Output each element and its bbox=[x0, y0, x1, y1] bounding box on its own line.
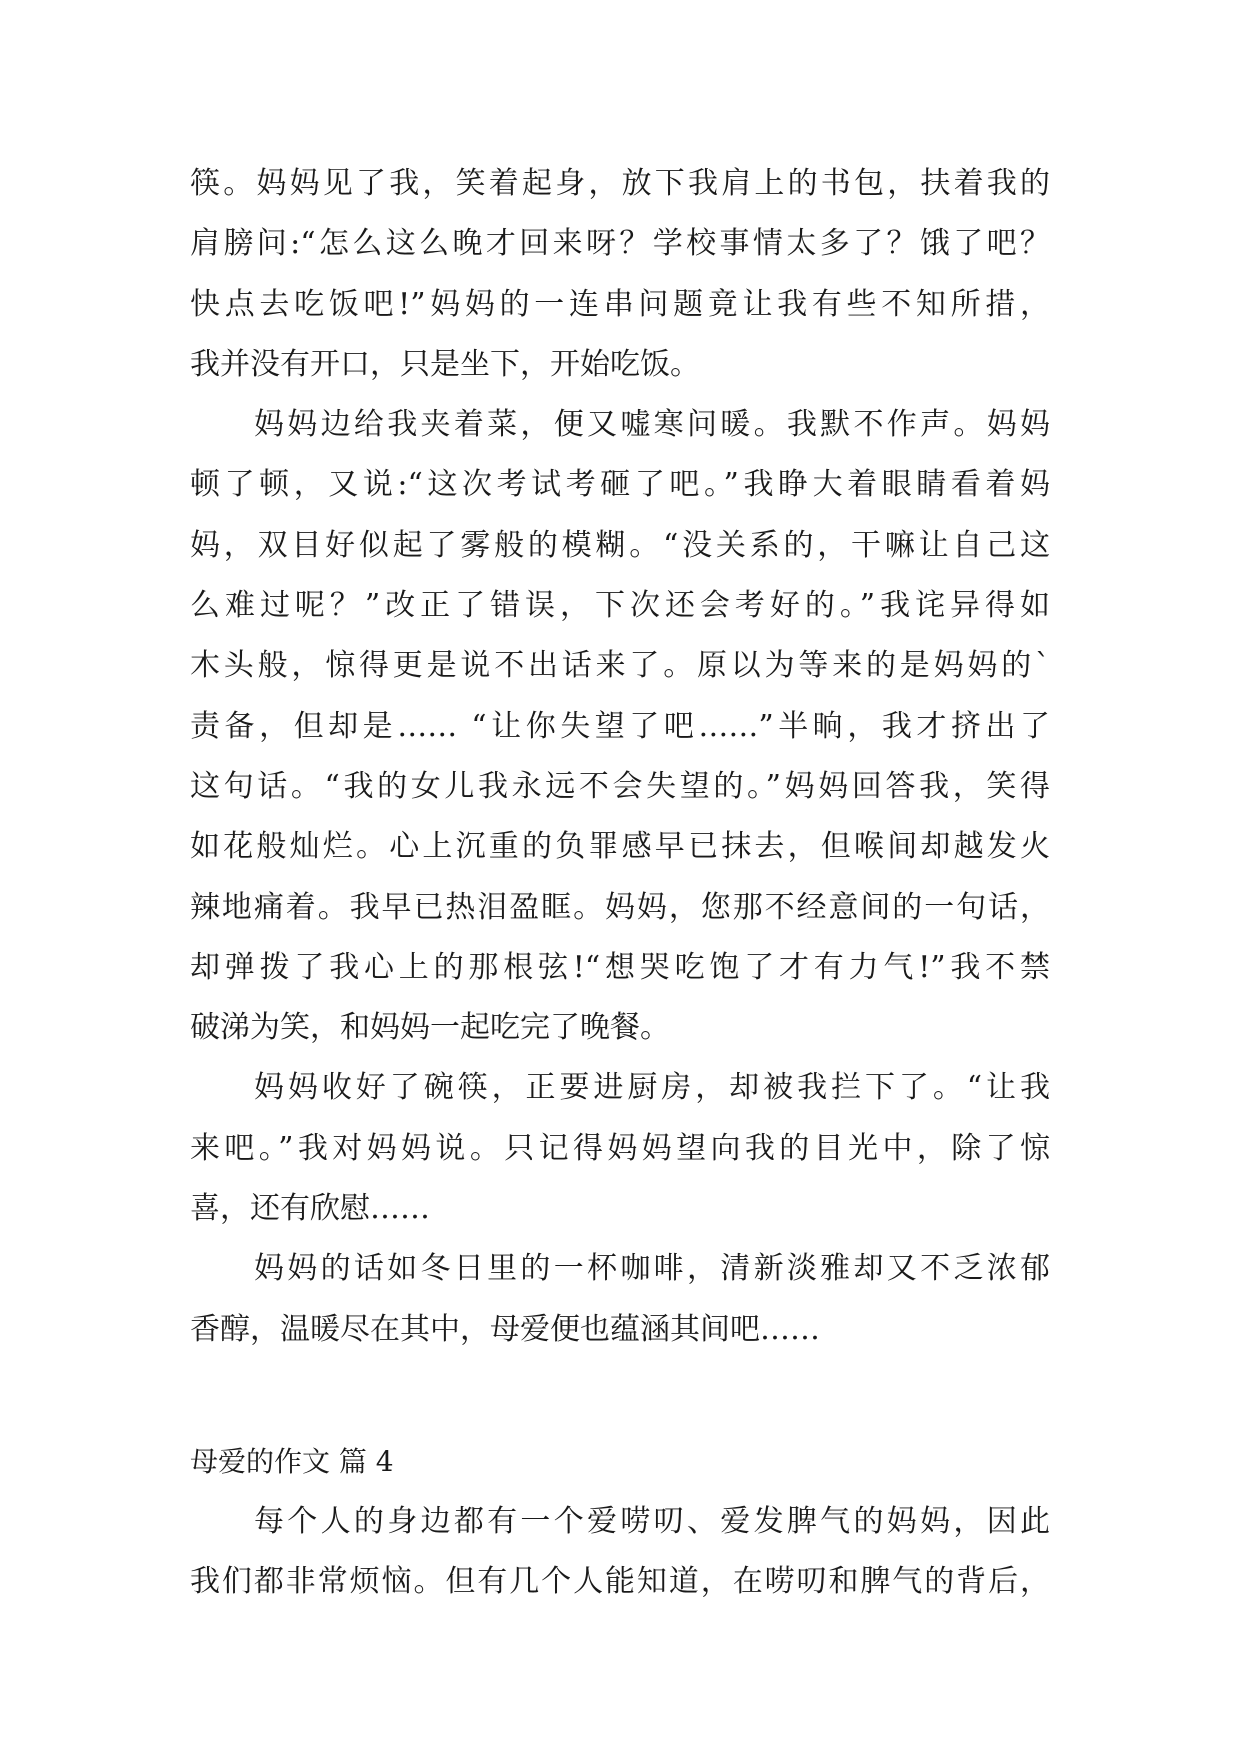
text-line: 顿了顿，又说:“这次考试考砸了吧。”我睁大着眼睛看着妈 bbox=[190, 467, 1050, 503]
text-line: 喜，还有欣慰…… bbox=[190, 1191, 430, 1227]
paragraph bbox=[190, 154, 1050, 395]
text-line: 木头般，惊得更是说不出话来了。原以为等来的是妈妈的` bbox=[190, 648, 1050, 684]
text-line: 肩膀问:“怎么这么晚才回来呀？学校事情太多了？饿了吧？ bbox=[190, 226, 1050, 262]
text-line: 筷。妈妈见了我，笑着起身，放下我肩上的书包，扶着我的 bbox=[190, 166, 1050, 201]
paragraph bbox=[190, 395, 1050, 1058]
text-line: 妈，双目好似起了雾般的模糊。“没关系的，干嘛让自己这 bbox=[190, 527, 1050, 563]
text-line: 破涕为笑，和妈妈一起吃完了晚餐。 bbox=[190, 1010, 670, 1046]
text-line: 妈妈边给我夹着菜，便又嘘寒问暖。我默不作声。妈妈 bbox=[254, 407, 1050, 443]
document-body bbox=[190, 154, 1050, 1613]
section-heading: 母爱的作文 篇 4 bbox=[190, 1444, 394, 1478]
text-line: 香醇，温暖尽在其中，母爱便也蕴涵其间吧…… bbox=[190, 1311, 820, 1347]
paragraph bbox=[190, 1239, 1050, 1360]
text-line: 妈妈收好了碗筷，正要进厨房，却被我拦下了。“让我 bbox=[254, 1070, 1050, 1106]
paragraph bbox=[190, 1492, 1050, 1613]
text-line: 么难过呢？”改正了错误，下次还会考好的。”我诧异得如 bbox=[190, 588, 1050, 624]
text-line: 来吧。”我对妈妈说。只记得妈妈望向我的目光中，除了惊 bbox=[190, 1130, 1050, 1166]
text-line: 每个人的身边都有一个爱唠叨、爱发脾气的妈妈，因此 bbox=[254, 1503, 1050, 1539]
text-line: 却弹拨了我心上的那根弦!“想哭吃饱了才有力气!”我不禁 bbox=[190, 949, 1050, 985]
text-line: 如花般灿烂。心上沉重的负罪感早已抹去，但喉间却越发火 bbox=[190, 829, 1050, 865]
text-line: 我并没有开口，只是坐下，开始吃饭。 bbox=[190, 346, 700, 382]
paragraph bbox=[190, 1058, 1050, 1239]
text-line: 这句话。“我的女儿我永远不会失望的。”妈妈回答我，笑得 bbox=[190, 768, 1050, 804]
text-line: 我们都非常烦恼。但有几个人能知道，在唠叨和脾气的背后， bbox=[190, 1564, 1050, 1600]
section-spacer bbox=[190, 1360, 1050, 1432]
text-line: 责备，但却是…… “让你失望了吧……”半晌，我才挤出了 bbox=[190, 708, 1050, 744]
text-line: 快点去吃饭吧!”妈妈的一连串问题竟让我有些不知所措， bbox=[190, 286, 1050, 322]
text-line: 妈妈的话如冬日里的一杯咖啡，清新淡雅却又不乏浓郁 bbox=[254, 1251, 1050, 1287]
text-line: 辣地痛着。我早已热泪盈眶。妈妈，您那不经意间的一句话， bbox=[190, 889, 1050, 925]
